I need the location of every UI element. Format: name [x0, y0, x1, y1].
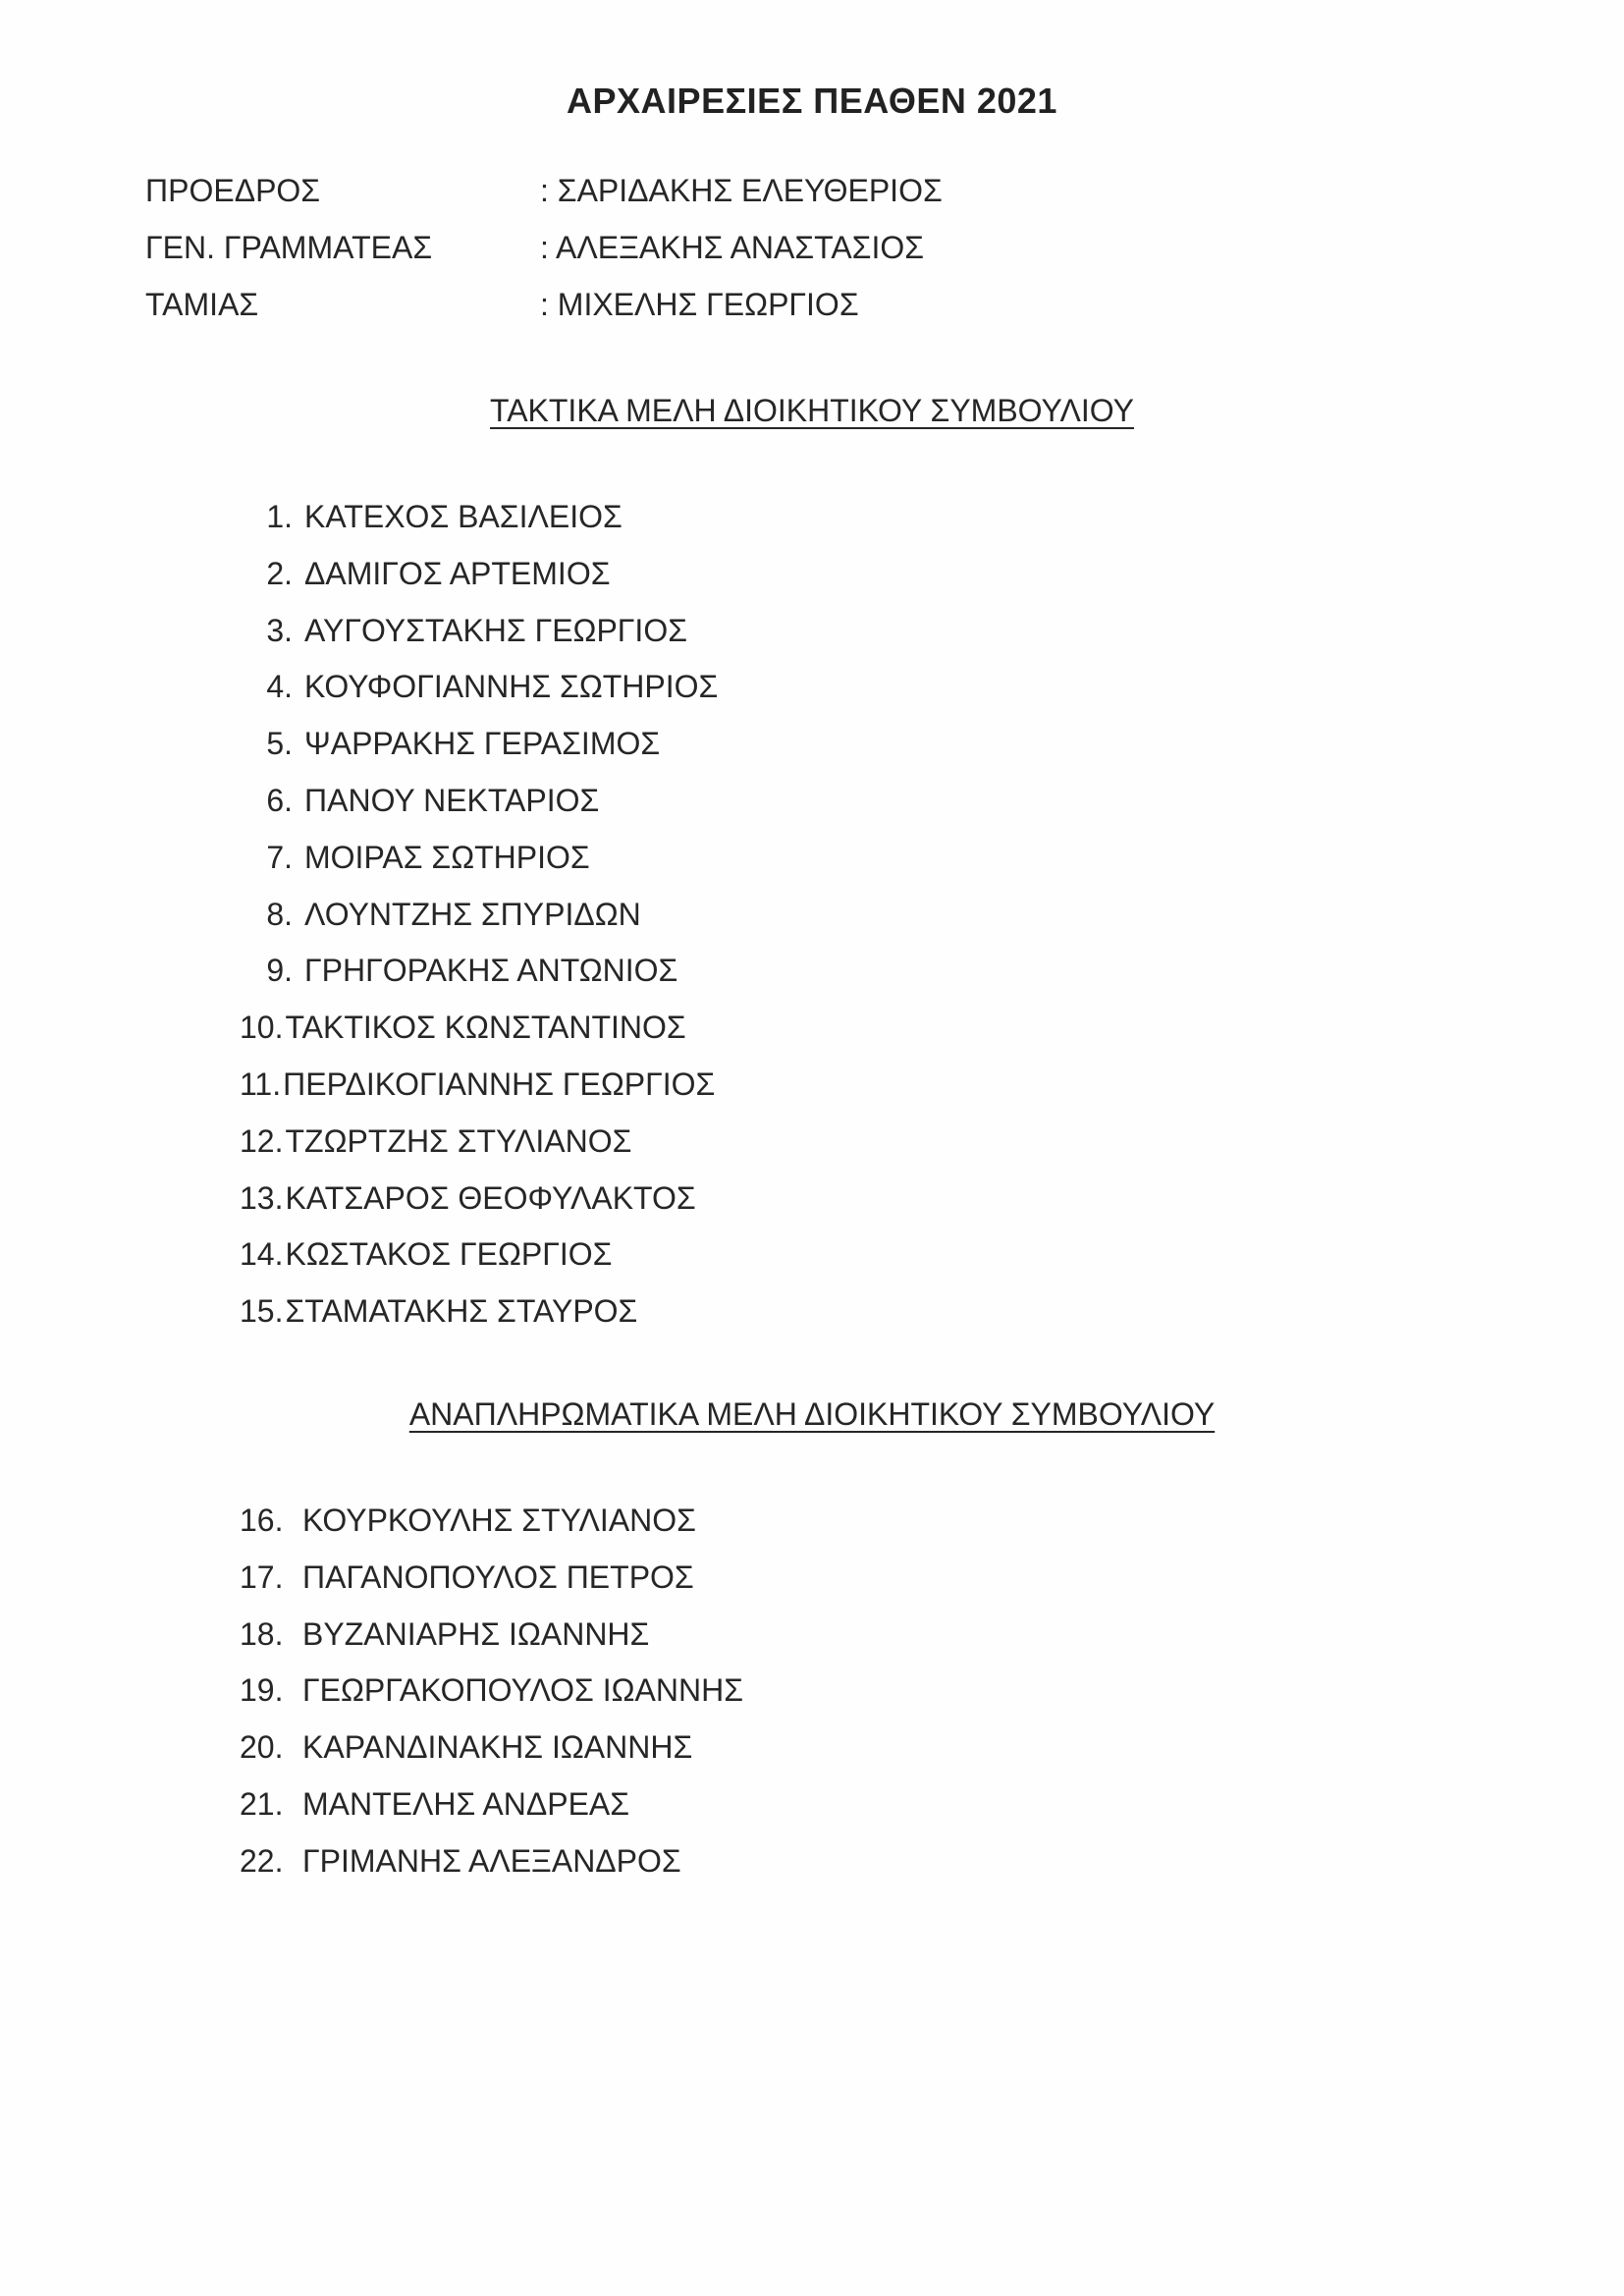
list-item	[240, 1289, 1320, 1346]
member-name: ΜΟΙΡΑΣ ΣΩΤΗΡΙΟΣ	[304, 839, 590, 875]
list-item	[240, 609, 1320, 666]
officer-name: : ΜΙΧΕΛΗΣ ΓΕΩΡΓΙΟΣ	[540, 287, 859, 322]
item-number: 14.	[240, 1236, 284, 1273]
member-name: ΚΟΥΡΚΟΥΛΗΣ ΣΤΥΛΙΑΝΟΣ	[302, 1503, 696, 1538]
item-number: 15.	[240, 1293, 284, 1330]
officer-name: : ΣΑΡΙΔΑΚΗΣ ΕΛΕΥΘΕΡΙΟΣ	[540, 173, 943, 208]
list-item	[240, 1232, 1320, 1289]
item-number: 21.	[240, 1785, 284, 1822]
list-item	[240, 1063, 1320, 1120]
item-number: 20.	[240, 1729, 284, 1766]
officer-name: : ΑΛΕΞΑΚΗΣ ΑΝΑΣΤΑΣΙΟΣ	[540, 230, 925, 265]
list-item	[240, 1839, 1320, 1896]
item-number: 18.	[240, 1615, 284, 1652]
regular-members-list	[240, 495, 1320, 1346]
member-name: ΓΡΙΜΑΝΗΣ ΑΛΕΞΑΝΔΡΟΣ	[302, 1842, 681, 1879]
member-name: ΣΤΑΜΑΤΑΚΗΣ ΣΤΑΥΡΟΣ	[285, 1293, 638, 1330]
list-item	[240, 779, 1320, 836]
item-number: 9.	[266, 953, 293, 989]
item-number: 22.	[240, 1842, 284, 1879]
list-item	[240, 1120, 1320, 1176]
member-name: ΓΕΩΡΓΑΚΟΠΟΥΛΟΣ ΙΩΑΝΝΗΣ	[302, 1672, 743, 1709]
list-item	[240, 1499, 1320, 1556]
regular-members-heading	[0, 389, 1624, 432]
officer-row-president	[145, 169, 1127, 226]
member-name: ΤΖΩΡΤΖΗΣ ΣΤΥΛΙΑΝΟΣ	[285, 1122, 632, 1159]
alternate-members-heading	[0, 1393, 1624, 1436]
alternate-members-list	[240, 1499, 1320, 1896]
list-item	[240, 495, 1320, 552]
officer-row-treasurer	[145, 283, 1127, 340]
list-item	[240, 552, 1320, 609]
list-item	[240, 949, 1320, 1006]
officer-role: ΤΑΜΙΑΣ	[145, 287, 259, 322]
member-name: ΠΕΡΔΙΚΟΓΙΑΝΝΗΣ ΓΕΩΡΓΙΟΣ	[283, 1066, 716, 1102]
list-item	[240, 893, 1320, 950]
item-number: 4.	[266, 669, 293, 705]
member-name: ΔΑΜΙΓΟΣ ΑΡΤΕΜΙΟΣ	[304, 555, 611, 591]
item-number: 17.	[240, 1558, 284, 1595]
member-name: ΚΑΡΑΝΔΙΝΑΚΗΣ ΙΩΑΝΝΗΣ	[302, 1729, 693, 1766]
item-number: 12.	[240, 1122, 284, 1159]
member-name: ΨΑΡΡΑΚΗΣ ΓΕΡΑΣΙΜΟΣ	[304, 726, 661, 762]
officer-role: ΓΕΝ. ΓΡΑΜΜΑΤΕΑΣ	[145, 230, 433, 265]
member-name: ΠΑΝΟΥ ΝΕΚΤΑΡΙΟΣ	[304, 782, 600, 818]
list-item	[240, 1782, 1320, 1839]
item-number: 8.	[266, 896, 293, 932]
member-name: ΤΑΚΤΙΚΟΣ ΚΩΝΣΤΑΝΤΙΝΟΣ	[285, 1010, 686, 1046]
officers-block	[145, 169, 1127, 340]
list-item	[240, 1668, 1320, 1725]
item-number: 11.	[240, 1066, 282, 1102]
officer-row-secretary	[145, 226, 1127, 283]
regular-members-heading-text: ΤΑΚΤΙΚΑ ΜΕΛΗ ΔΙΟΙΚΗΤΙΚΟΥ ΣΥΜΒΟΥΛΙΟΥ	[490, 393, 1134, 428]
member-name: ΛΟΥΝΤΖΗΣ ΣΠΥΡΙΔΩΝ	[304, 896, 641, 932]
list-item	[240, 722, 1320, 779]
item-number: 2.	[266, 555, 293, 591]
list-item	[240, 1176, 1320, 1233]
alternate-members-heading-text: ΑΝΑΠΛΗΡΩΜΑΤΙΚΑ ΜΕΛΗ ΔΙΟΙΚΗΤΙΚΟΥ ΣΥΜΒΟΥΛΙΟΥ	[408, 1396, 1216, 1432]
item-number: 10.	[240, 1010, 284, 1046]
member-name: ΒΥΖΑΝΙΑΡΗΣ ΙΩΑΝΝΗΣ	[302, 1615, 650, 1652]
document-title: ΑΡΧΑΙΡΕΣΙΕΣ ΠΕΑΘΕΝ 2021	[567, 81, 1057, 121]
member-name: ΑΥΓΟΥΣΤΑΚΗΣ ΓΕΩΡΓΙΟΣ	[304, 612, 687, 648]
list-item	[240, 1725, 1320, 1782]
item-number: 6.	[266, 782, 293, 818]
item-number: 3.	[266, 612, 293, 648]
list-item	[240, 836, 1320, 893]
item-number: 7.	[266, 839, 293, 875]
member-name: ΓΡΗΓΟΡΑΚΗΣ ΑΝΤΩΝΙΟΣ	[304, 953, 678, 989]
member-name: ΚΟΥΦΟΓΙΑΝΝΗΣ ΣΩΤΗΡΙΟΣ	[304, 669, 719, 705]
list-item	[240, 1006, 1320, 1063]
member-name: ΠΑΓΑΝΟΠΟΥΛΟΣ ΠΕΤΡΟΣ	[302, 1558, 694, 1595]
item-number: 1.	[266, 499, 293, 534]
member-name: ΚΑΤΕΧΟΣ ΒΑΣΙΛΕΙΟΣ	[304, 499, 623, 534]
item-number: 16.	[240, 1503, 284, 1538]
list-item	[240, 1556, 1320, 1613]
list-item	[240, 1613, 1320, 1669]
item-number: 19.	[240, 1672, 284, 1709]
list-item	[240, 665, 1320, 722]
item-number: 13.	[240, 1179, 284, 1216]
member-name: ΜΑΝΤΕΛΗΣ ΑΝΔΡΕΑΣ	[302, 1785, 630, 1822]
member-name: ΚΑΤΣΑΡΟΣ ΘΕΟΦΥΛΑΚΤΟΣ	[285, 1179, 696, 1216]
member-name: ΚΩΣΤΑΚΟΣ ΓΕΩΡΓΙΟΣ	[285, 1236, 613, 1273]
officer-role: ΠΡΟΕΔΡΟΣ	[145, 173, 321, 208]
item-number: 5.	[266, 726, 293, 762]
